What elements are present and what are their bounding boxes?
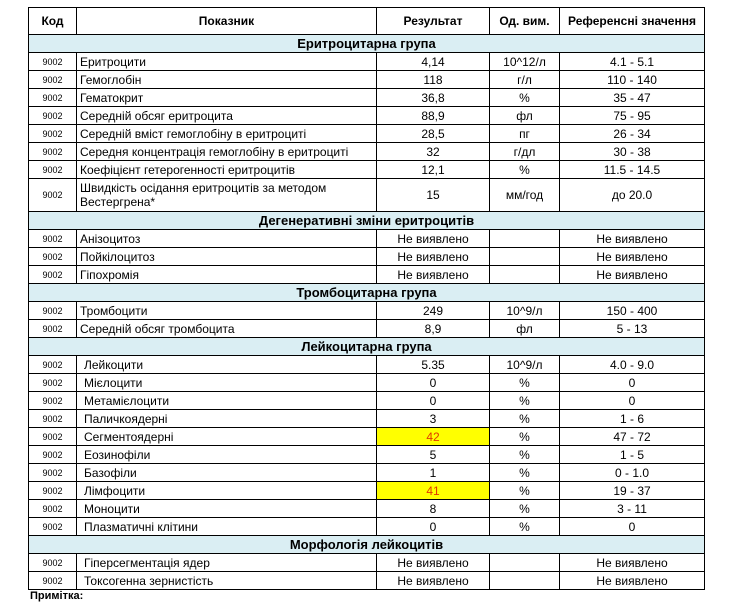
result-cell: 0 <box>377 374 490 392</box>
header-unit: Од. вим. <box>490 8 560 35</box>
indicator-cell: Анізоцитоз <box>77 230 377 248</box>
indicator-cell: Еозинофіли <box>77 446 377 464</box>
table-row <box>29 446 705 464</box>
table-row <box>29 554 705 572</box>
table-row <box>29 464 705 482</box>
code-cell: 9002 <box>29 428 77 446</box>
code-cell: 9002 <box>29 356 77 374</box>
result-cell: 36,8 <box>377 89 490 107</box>
reference-cell: 4.1 - 5.1 <box>560 53 705 71</box>
indicator-cell: Швидкість осідання еритроцитів за методом Вестергрена* <box>77 179 377 212</box>
header-reference: Референсні значення <box>560 8 705 35</box>
unit-cell: г/дл <box>490 143 560 161</box>
unit-cell <box>490 572 560 590</box>
table-row <box>29 392 705 410</box>
indicator-cell: Гіперсегментація ядер <box>77 554 377 572</box>
table-row <box>29 428 705 446</box>
reference-cell: 1 - 5 <box>560 446 705 464</box>
unit-cell: г/л <box>490 71 560 89</box>
result-cell: 118 <box>377 71 490 89</box>
table-row <box>29 107 705 125</box>
code-cell: 9002 <box>29 143 77 161</box>
table-row <box>29 320 705 338</box>
table-body <box>29 35 705 590</box>
header-code: Код <box>29 8 77 35</box>
note-label: Примітка: <box>30 590 84 602</box>
reference-cell: Не виявлено <box>560 230 705 248</box>
indicator-cell: Лейкоцити <box>77 356 377 374</box>
unit-cell: % <box>490 446 560 464</box>
result-cell: 4,14 <box>377 53 490 71</box>
unit-cell: % <box>490 89 560 107</box>
table-row <box>29 374 705 392</box>
unit-cell <box>490 230 560 248</box>
code-cell: 9002 <box>29 500 77 518</box>
reference-cell: 0 - 1.0 <box>560 464 705 482</box>
reference-cell: 150 - 400 <box>560 302 705 320</box>
unit-cell: % <box>490 464 560 482</box>
indicator-cell: Метамієлоцити <box>77 392 377 410</box>
result-cell: 42 <box>377 428 490 446</box>
unit-cell: % <box>490 374 560 392</box>
indicator-cell: Тромбоцити <box>77 302 377 320</box>
indicator-cell: Мієлоцити <box>77 374 377 392</box>
result-cell: 28,5 <box>377 125 490 143</box>
indicator-cell: Середня концентрація гемоглобіну в еритроциті <box>77 143 377 161</box>
section-header-row <box>29 536 705 554</box>
indicator-cell: Моноцити <box>77 500 377 518</box>
indicator-cell: Середній вміст гемоглобіну в еритроциті <box>77 125 377 143</box>
unit-cell: 10^12/л <box>490 53 560 71</box>
table-row <box>29 266 705 284</box>
unit-cell: мм/год <box>490 179 560 212</box>
unit-cell: % <box>490 161 560 179</box>
code-cell: 9002 <box>29 107 77 125</box>
code-cell: 9002 <box>29 482 77 500</box>
result-cell: 88,9 <box>377 107 490 125</box>
reference-cell: 47 - 72 <box>560 428 705 446</box>
unit-cell: % <box>490 392 560 410</box>
result-cell: 5.35 <box>377 356 490 374</box>
table-row <box>29 302 705 320</box>
code-cell: 9002 <box>29 248 77 266</box>
reference-cell: Не виявлено <box>560 266 705 284</box>
indicator-cell: Гемоглобін <box>77 71 377 89</box>
reference-cell: 35 - 47 <box>560 89 705 107</box>
table-row <box>29 572 705 590</box>
section-title: Еритроцитарна група <box>29 35 705 53</box>
code-cell: 9002 <box>29 53 77 71</box>
section-header-row <box>29 212 705 230</box>
code-cell: 9002 <box>29 374 77 392</box>
indicator-cell: Гіпохромія <box>77 266 377 284</box>
code-cell: 9002 <box>29 71 77 89</box>
unit-cell: % <box>490 428 560 446</box>
reference-cell: 11.5 - 14.5 <box>560 161 705 179</box>
result-cell: Не виявлено <box>377 572 490 590</box>
table-row <box>29 71 705 89</box>
table-row <box>29 518 705 536</box>
reference-cell: 3 - 11 <box>560 500 705 518</box>
reference-cell: 4.0 - 9.0 <box>560 356 705 374</box>
code-cell: 9002 <box>29 179 77 212</box>
reference-cell: до 20.0 <box>560 179 705 212</box>
unit-cell: % <box>490 482 560 500</box>
reference-cell: 19 - 37 <box>560 482 705 500</box>
indicator-cell: Лімфоцити <box>77 482 377 500</box>
section-title: Лейкоцитарна група <box>29 338 705 356</box>
unit-cell <box>490 248 560 266</box>
code-cell: 9002 <box>29 392 77 410</box>
unit-cell: фл <box>490 107 560 125</box>
code-cell: 9002 <box>29 446 77 464</box>
result-cell: 5 <box>377 446 490 464</box>
indicator-cell: Гематокрит <box>77 89 377 107</box>
table-row <box>29 500 705 518</box>
indicator-cell: Плазматичні клітини <box>77 518 377 536</box>
result-cell: 41 <box>377 482 490 500</box>
table-row <box>29 410 705 428</box>
reference-cell: Не виявлено <box>560 248 705 266</box>
lab-results-table <box>28 7 705 590</box>
result-cell: 249 <box>377 302 490 320</box>
section-title: Морфологія лейкоцитів <box>29 536 705 554</box>
section-title: Тромбоцитарна група <box>29 284 705 302</box>
code-cell: 9002 <box>29 302 77 320</box>
unit-cell: % <box>490 518 560 536</box>
result-cell: 8 <box>377 500 490 518</box>
code-cell: 9002 <box>29 161 77 179</box>
reference-cell: 110 - 140 <box>560 71 705 89</box>
reference-cell: 0 <box>560 374 705 392</box>
reference-cell: 0 <box>560 392 705 410</box>
table-row <box>29 161 705 179</box>
reference-cell: 30 - 38 <box>560 143 705 161</box>
unit-cell: % <box>490 410 560 428</box>
result-cell: 1 <box>377 464 490 482</box>
code-cell: 9002 <box>29 518 77 536</box>
table-row <box>29 89 705 107</box>
unit-cell: фл <box>490 320 560 338</box>
indicator-cell: Середній обсяг еритроцита <box>77 107 377 125</box>
reference-cell: Не виявлено <box>560 554 705 572</box>
unit-cell: % <box>490 500 560 518</box>
result-cell: 15 <box>377 179 490 212</box>
result-cell: 12,1 <box>377 161 490 179</box>
result-cell: Не виявлено <box>377 230 490 248</box>
section-title: Дегенеративні зміни еритроцитів <box>29 212 705 230</box>
code-cell: 9002 <box>29 572 77 590</box>
indicator-cell: Сегментоядерні <box>77 428 377 446</box>
result-cell: 0 <box>377 518 490 536</box>
unit-cell: 10^9/л <box>490 356 560 374</box>
reference-cell: 0 <box>560 518 705 536</box>
result-cell: 0 <box>377 392 490 410</box>
result-cell: 32 <box>377 143 490 161</box>
result-cell: 3 <box>377 410 490 428</box>
code-cell: 9002 <box>29 320 77 338</box>
table-row <box>29 248 705 266</box>
table-row <box>29 125 705 143</box>
indicator-cell: Середній обсяг тромбоцита <box>77 320 377 338</box>
code-cell: 9002 <box>29 230 77 248</box>
unit-cell: 10^9/л <box>490 302 560 320</box>
indicator-cell: Базофіли <box>77 464 377 482</box>
result-cell: 8,9 <box>377 320 490 338</box>
indicator-cell: Токсогенна зернистість <box>77 572 377 590</box>
unit-cell <box>490 266 560 284</box>
header-indicator: Показник <box>77 8 377 35</box>
reference-cell: Не виявлено <box>560 572 705 590</box>
unit-cell <box>490 554 560 572</box>
result-cell: Не виявлено <box>377 248 490 266</box>
result-cell: Не виявлено <box>377 266 490 284</box>
indicator-cell: Пойкілоцитоз <box>77 248 377 266</box>
table-row <box>29 53 705 71</box>
result-cell: Не виявлено <box>377 554 490 572</box>
reference-cell: 1 - 6 <box>560 410 705 428</box>
indicator-cell: Коефіцієнт гетерогенності еритроцитів <box>77 161 377 179</box>
section-header-row <box>29 284 705 302</box>
header-result: Результат <box>377 8 490 35</box>
code-cell: 9002 <box>29 464 77 482</box>
code-cell: 9002 <box>29 554 77 572</box>
table-row <box>29 179 705 212</box>
table-header-row <box>29 8 705 35</box>
code-cell: 9002 <box>29 410 77 428</box>
table-row <box>29 356 705 374</box>
code-cell: 9002 <box>29 125 77 143</box>
reference-cell: 5 - 13 <box>560 320 705 338</box>
indicator-cell: Паличкоядерні <box>77 410 377 428</box>
code-cell: 9002 <box>29 89 77 107</box>
table-row <box>29 482 705 500</box>
table-row <box>29 143 705 161</box>
reference-cell: 75 - 95 <box>560 107 705 125</box>
section-header-row <box>29 338 705 356</box>
code-cell: 9002 <box>29 266 77 284</box>
indicator-cell: Еритроцити <box>77 53 377 71</box>
table-row <box>29 230 705 248</box>
section-header-row <box>29 35 705 53</box>
unit-cell: пг <box>490 125 560 143</box>
reference-cell: 26 - 34 <box>560 125 705 143</box>
